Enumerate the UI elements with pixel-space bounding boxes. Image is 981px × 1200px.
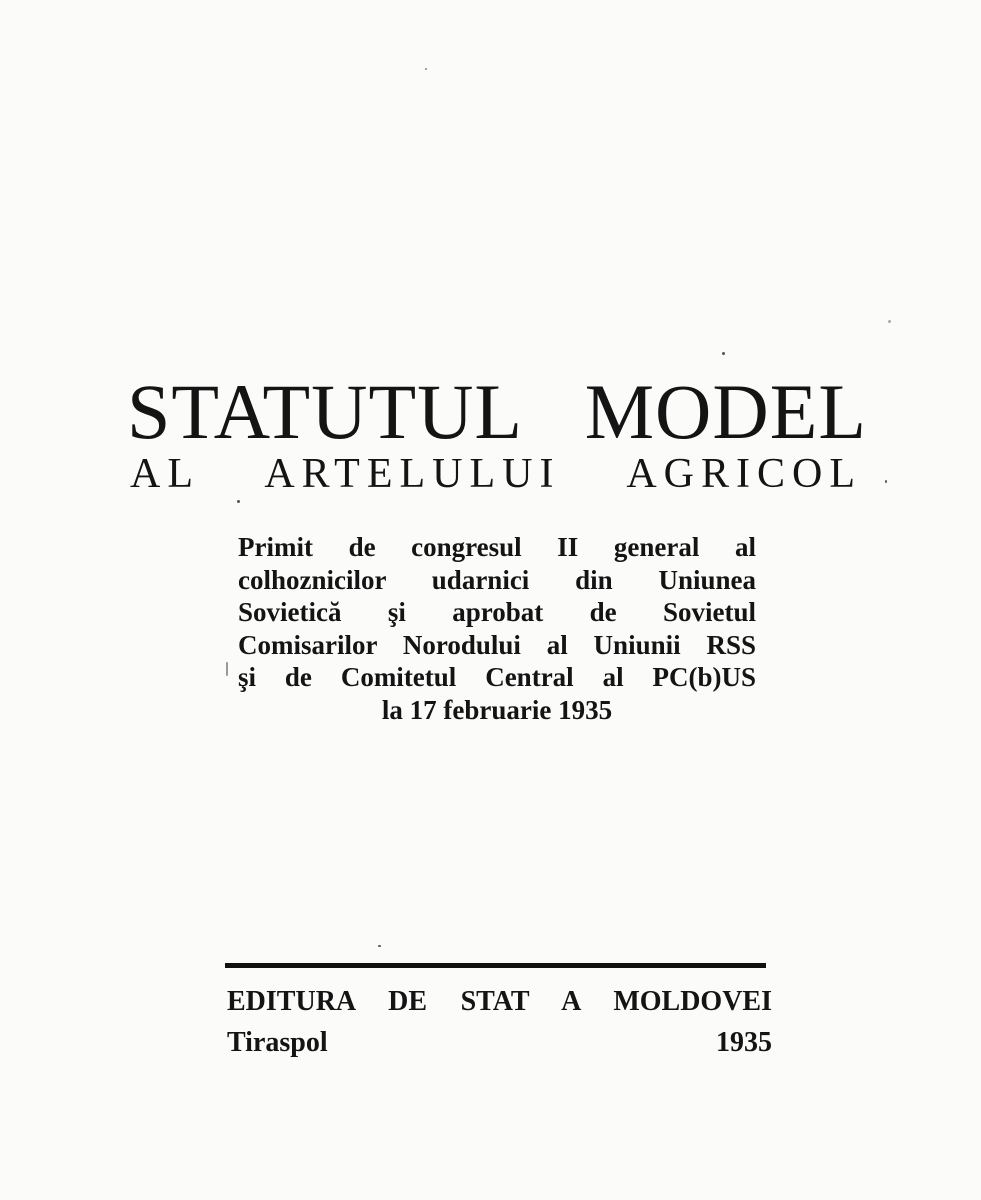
sub-title: AL ARTELULUI AGRICOL <box>130 451 862 497</box>
subtitle-line: colhoznicilor udarnici din Uniunea <box>238 564 756 595</box>
print-speck <box>888 320 891 323</box>
print-speck <box>237 500 240 503</box>
print-speck <box>425 68 427 70</box>
imprint-city: Tiraspol <box>227 1027 328 1058</box>
print-speck <box>885 480 887 483</box>
subtitle-block <box>238 531 756 726</box>
divider-rule <box>225 963 766 968</box>
print-speck <box>378 945 381 947</box>
subtitle-line: Sovietică şi aprobat de Sovietul <box>238 597 756 627</box>
imprint-year: 1935 <box>716 1027 772 1058</box>
print-speck <box>722 352 725 355</box>
subtitle-line: Comisarilor Norodului al Uniunii RSS <box>238 629 756 660</box>
main-title: STATUTUL MODEL <box>127 368 867 455</box>
subtitle-line: şi de Comitetul Central al PC(b)US <box>238 662 756 692</box>
subtitle-date-line: la 17 februarie 1935 <box>381 694 613 725</box>
imprint-row <box>227 1026 772 1060</box>
subtitle-line: Primit de congresul II general al <box>238 532 756 562</box>
publisher-name: EDITURA DE STAT A MOLDOVEI <box>227 986 772 1017</box>
print-speck <box>226 662 228 676</box>
